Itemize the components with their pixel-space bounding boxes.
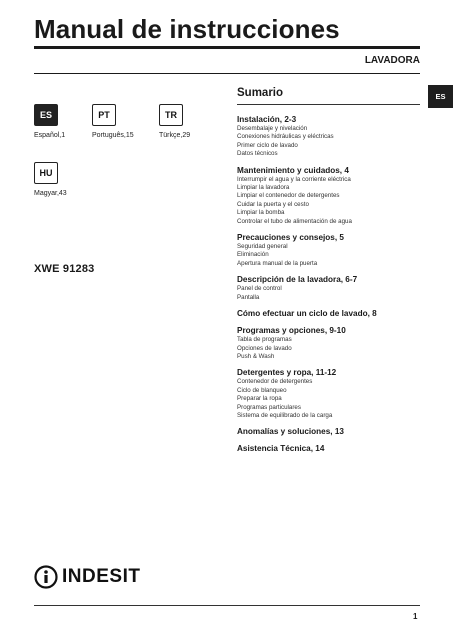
toc-item: Seguridad general: [237, 243, 288, 251]
product-type: LAVADORA: [364, 55, 420, 66]
toc-item: Desembalaje y nivelación: [237, 125, 308, 132]
toc-item: Cuidar la puerta y el cesto: [237, 200, 309, 208]
toc-item: Controlar el tubo de alimentación de agua: [237, 217, 352, 225]
toc-section-heading[interactable]: Programas y opciones, 9-10: [237, 326, 346, 336]
toc-title: Sumario: [237, 87, 284, 99]
toc-section-heading[interactable]: Anomalías y soluciones, 13: [237, 427, 344, 437]
toc-item: Eliminación: [237, 251, 269, 259]
language-code-box[interactable]: TR: [159, 104, 183, 126]
toc-item: Conexiones hidráulicas y eléctricas: [237, 133, 334, 141]
language-label: Español,1: [34, 132, 66, 139]
toc-section-heading[interactable]: Detergentes y ropa, 11-12: [237, 368, 337, 378]
toc-item: Preparar la ropa: [237, 395, 282, 403]
toc-item: Opciones de lavado: [237, 344, 292, 352]
language-code-box[interactable]: ES: [34, 104, 58, 126]
language-label: Magyar,43: [34, 190, 67, 197]
toc-item: Limpiar la bomba: [237, 209, 285, 217]
toc-item: Push & Wash: [237, 352, 275, 360]
toc-item: Primer ciclo de lavado: [237, 141, 298, 149]
toc-section-heading[interactable]: Instalación, 2-3: [237, 115, 297, 124]
toc-item: Pantalla: [237, 293, 260, 301]
toc-section-detergentes: [237, 367, 437, 420]
language-hu[interactable]: [34, 162, 67, 197]
model-number: XWE 91283: [34, 263, 95, 275]
toc-item: Limpiar el contenedor de detergentes: [237, 192, 340, 200]
page-title: Manual de instrucciones: [34, 14, 340, 44]
toc-section-heading[interactable]: Descripción de la lavadora, 6-7: [237, 275, 358, 285]
toc-item: Programas particulares: [237, 403, 301, 411]
toc-section-heading[interactable]: Cómo efectuar un ciclo de lavado, 8: [237, 309, 377, 319]
brand-logo: [34, 565, 140, 589]
toc-item: Contenedor de detergentes: [237, 378, 313, 386]
toc-item: Datos técnicos: [237, 150, 278, 158]
toc-section-precauciones: [237, 232, 437, 268]
toc-item: Interrumpir el agua y la corriente eléctrica: [237, 175, 351, 183]
toc-item: Ciclo de blanqueo: [237, 386, 287, 394]
toc-section-heading[interactable]: Precauciones y consejos, 5: [237, 233, 344, 243]
language-code-box[interactable]: PT: [92, 104, 116, 126]
header-divider: [34, 73, 420, 74]
toc-section-anomalias: [237, 426, 437, 437]
toc-item: Tabla de programas: [237, 336, 292, 344]
language-pt[interactable]: [92, 104, 134, 139]
language-label: Türkçe,29: [159, 132, 191, 139]
brand-name: INDESIT: [62, 566, 141, 587]
page-number: 1: [413, 612, 418, 621]
toc-section-heading[interactable]: Asistencia Técnica, 14: [237, 444, 325, 454]
toc-item: Limpiar la lavadora: [237, 184, 290, 192]
toc-item: Sistema de equilibrado de la carga: [237, 411, 333, 419]
indesit-circle-i-icon: [34, 565, 58, 589]
toc-section-asistencia: [237, 443, 437, 454]
toc-section-programas: [237, 325, 437, 361]
table-of-contents: [237, 87, 437, 460]
language-label: Português,15: [92, 132, 134, 139]
language-es[interactable]: [34, 104, 65, 139]
toc-section-descripcion: [237, 274, 437, 302]
toc-item: Apertura manual de la puerta: [237, 259, 318, 267]
toc-section-heading[interactable]: Mantenimiento y cuidados, 4: [237, 165, 349, 175]
side-language-tab: ES: [428, 85, 453, 108]
toc-section-instalacion: [237, 114, 437, 159]
title-rule: [34, 46, 420, 49]
toc-item: Panel de control: [237, 285, 282, 293]
toc-section-mantenimiento: [237, 165, 437, 226]
language-tr[interactable]: [159, 104, 190, 139]
toc-divider: [237, 104, 420, 105]
toc-section-ciclo: [237, 308, 437, 319]
footer-divider: [34, 605, 420, 606]
language-code-box[interactable]: HU: [34, 162, 58, 184]
